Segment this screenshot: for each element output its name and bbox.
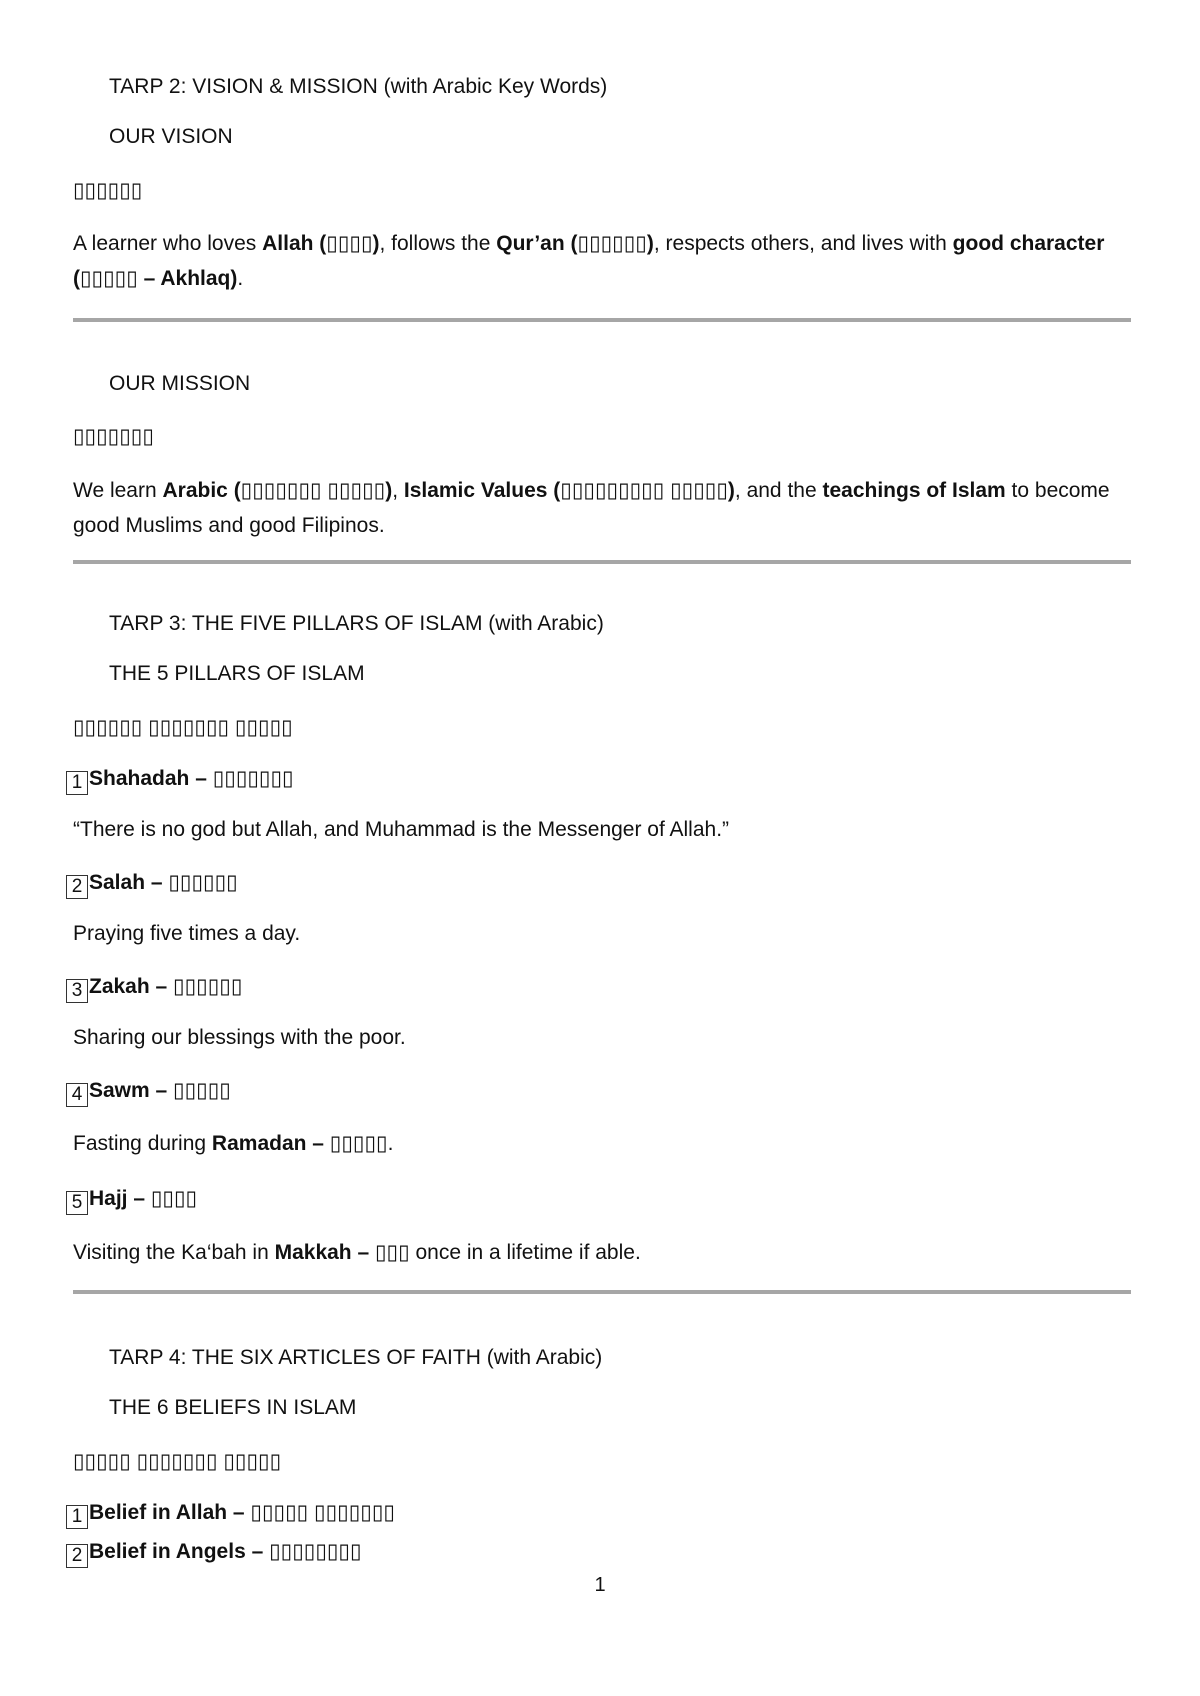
pillar-item: 3 Zakah – ▯▯▯▯▯▯ xyxy=(66,974,1132,1003)
number-box: 4 xyxy=(66,1083,88,1107)
mission-heading: OUR MISSION xyxy=(109,372,251,395)
mission-statement: We learn Arabic (▯▯▯▯▯▯▯ ▯▯▯▯▯), Islamic Values (▯▯▯▯▯▯▯▯▯ ▯▯▯▯▯), and the teachings of Islam to become good Muslims and good Filipinos. xyxy=(73,479,1110,537)
pillar-description: Fasting during Ramadan – ▯▯▯▯▯. xyxy=(73,1132,394,1155)
vision-arabic: ▯▯▯▯▯▯ xyxy=(73,179,143,202)
divider xyxy=(73,1290,1131,1294)
pillar-description: “There is no god but Allah, and Muhammad is the Messenger of Allah.” xyxy=(73,818,730,841)
pillar-description: Visiting the Ka‘bah in Makkah – ▯▯▯ once in a lifetime if able. xyxy=(73,1241,641,1264)
number-box: 5 xyxy=(66,1191,88,1215)
pillar-description: Sharing our blessings with the poor. xyxy=(73,1026,406,1049)
divider xyxy=(73,318,1131,322)
pillar-item: 4 Sawm – ▯▯▯▯▯ xyxy=(66,1078,1132,1107)
pillar-description: Praying five times a day. xyxy=(73,922,301,945)
tarp3-title: TARP 3: THE FIVE PILLARS OF ISLAM (with Arabic) xyxy=(109,612,604,635)
belief-item: 2 Belief in Angels – ▯▯▯▯▯▯▯▯ xyxy=(66,1539,1132,1568)
vision-statement: A learner who loves Allah (▯▯▯▯), follows the Qur’an (▯▯▯▯▯▯), respects others, and lives with good character (▯▯▯▯▯ – Akhlaq). xyxy=(73,232,1105,290)
number-box: 2 xyxy=(66,875,88,899)
beliefs-heading: THE 6 BELIEFS IN ISLAM xyxy=(109,1396,357,1419)
beliefs-arabic: ▯▯▯▯▯ ▯▯▯▯▯▯▯ ▯▯▯▯▯ xyxy=(73,1450,282,1473)
page-number: 1 xyxy=(594,1574,606,1596)
pillars-arabic: ▯▯▯▯▯▯ ▯▯▯▯▯▯▯ ▯▯▯▯▯ xyxy=(73,716,293,739)
number-box: 2 xyxy=(66,1544,88,1568)
pillar-item: 5 Hajj – ▯▯▯▯ xyxy=(66,1186,1132,1215)
tarp2-title: TARP 2: VISION & MISSION (with Arabic Key Words) xyxy=(109,75,608,98)
tarp4-title: TARP 4: THE SIX ARTICLES OF FAITH (with Arabic) xyxy=(109,1346,603,1369)
pillar-item: 2 Salah – ▯▯▯▯▯▯ xyxy=(66,870,1132,899)
pillars-heading: THE 5 PILLARS OF ISLAM xyxy=(109,662,365,685)
number-box: 3 xyxy=(66,979,88,1003)
vision-heading: OUR VISION xyxy=(109,125,233,148)
pillar-item: 1 Shahadah – ▯▯▯▯▯▯▯ xyxy=(66,766,1132,795)
belief-item: 1 Belief in Allah – ▯▯▯▯▯ ▯▯▯▯▯▯▯ xyxy=(66,1500,1132,1529)
mission-arabic: ▯▯▯▯▯▯▯ xyxy=(73,425,154,448)
number-box: 1 xyxy=(66,771,88,795)
number-box: 1 xyxy=(66,1505,88,1529)
divider xyxy=(73,560,1131,564)
